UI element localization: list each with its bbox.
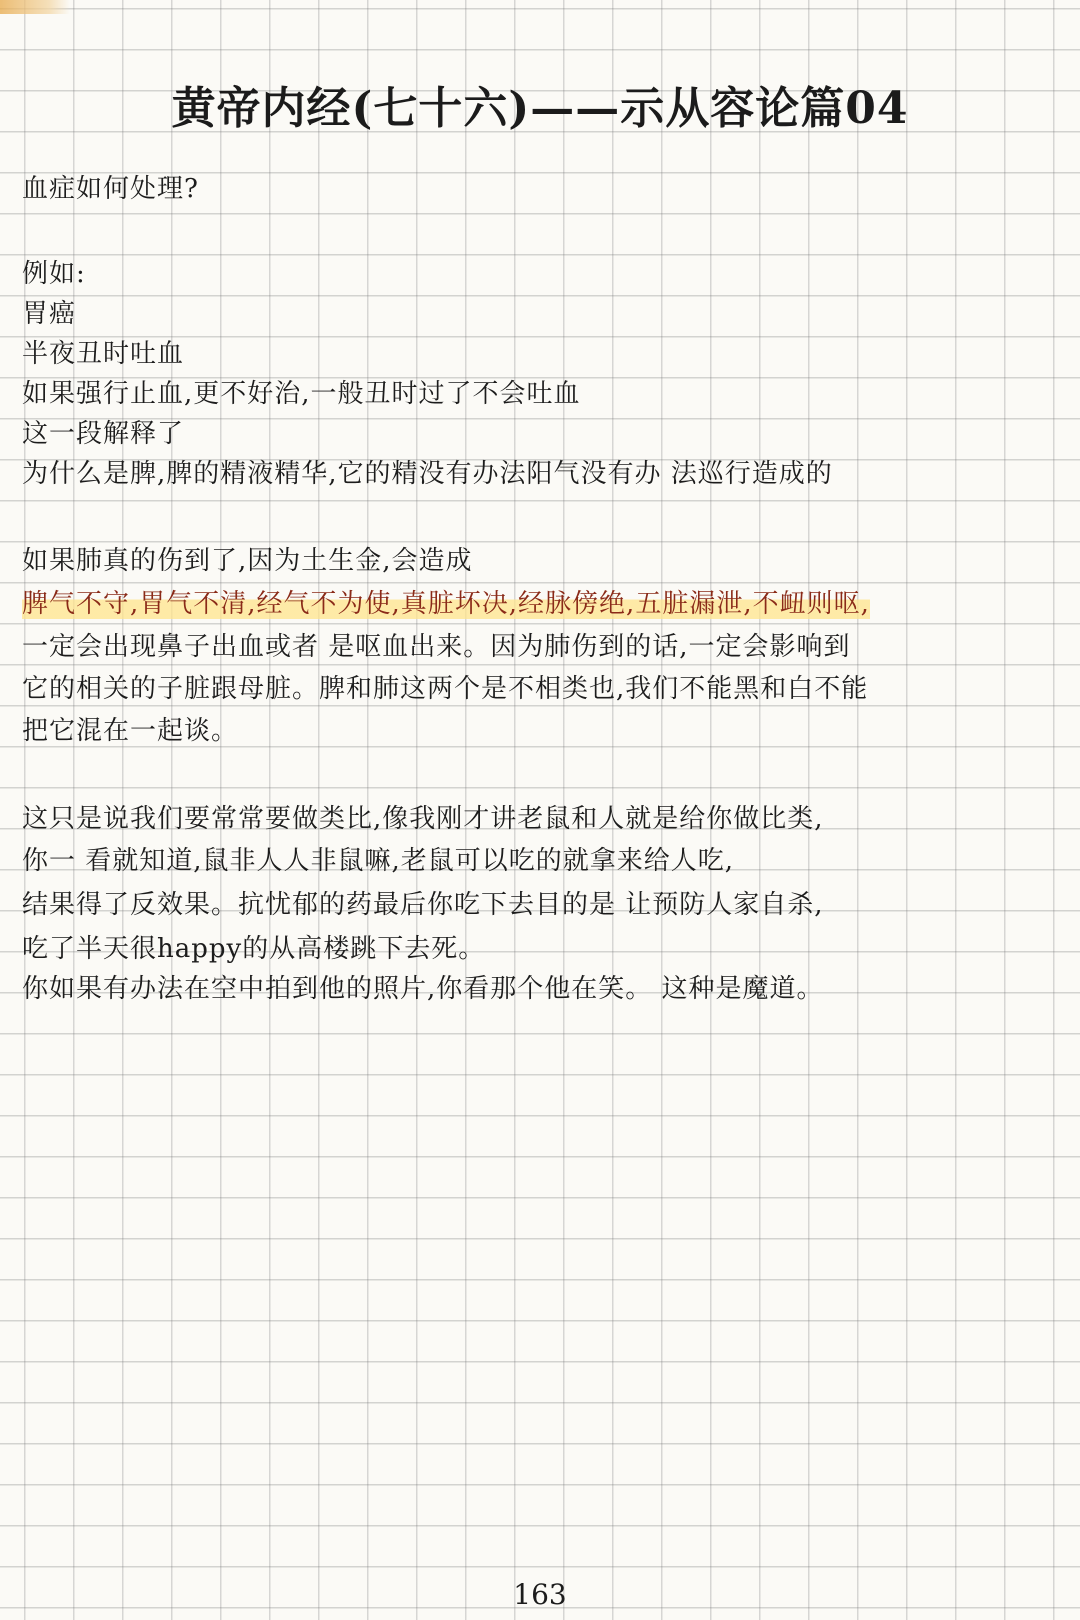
- page-corner-tab: [0, 0, 70, 14]
- text-line: 胃癌: [22, 299, 77, 329]
- text-line: 例如:: [22, 259, 86, 289]
- text-line: 它的相关的子脏跟母脏。脾和肺这两个是不相类也,我们不能黑和白不能: [22, 674, 869, 704]
- page-title: 黄帝内经(七十六)——示从容论篇04: [171, 83, 909, 134]
- text-line: 吃了半天很happy的从高楼跳下去死。: [22, 934, 486, 964]
- text-line: 如果肺真的伤到了,因为土生金,会造成: [22, 546, 473, 576]
- text-line: 这一段解释了: [22, 419, 185, 449]
- text-line: 你如果有办法在空中拍到他的照片,你看那个他在笑。 这种是魔道。: [22, 974, 824, 1004]
- text-line: 你一 看就知道,鼠非人人非鼠嘛,老鼠可以吃的就拿来给人吃,: [22, 846, 735, 876]
- question-line: 血症如何处理?: [22, 174, 199, 204]
- text-line: 结果得了反效果。抗忧郁的药最后你吃下去目的是 让预防人家自杀,: [22, 890, 824, 920]
- text-line: 这只是说我们要常常要做类比,像我刚才讲老鼠和人就是给你做比类,: [22, 804, 824, 834]
- page-number: 163: [513, 1578, 567, 1611]
- text-line: 如果强行止血,更不好治,一般丑时过了不会吐血: [22, 379, 581, 409]
- text-line: 一定会出现鼻子出血或者 是呕血出来。因为肺伤到的话,一定会影响到: [22, 632, 851, 662]
- text-line: 半夜丑时吐血: [22, 339, 185, 369]
- text-line: 把它混在一起谈。: [22, 716, 239, 746]
- text-line: 为什么是脾,脾的精液精华,它的精没有办法阳气没有办 法巡行造成的: [22, 459, 833, 489]
- highlighted-text-line: [22, 583, 870, 620]
- highlight-marker: 脾气不守,胃气不清,经气不为使,真脏坏决,经脉傍绝,五脏漏泄,不衄则呕,: [22, 589, 870, 619]
